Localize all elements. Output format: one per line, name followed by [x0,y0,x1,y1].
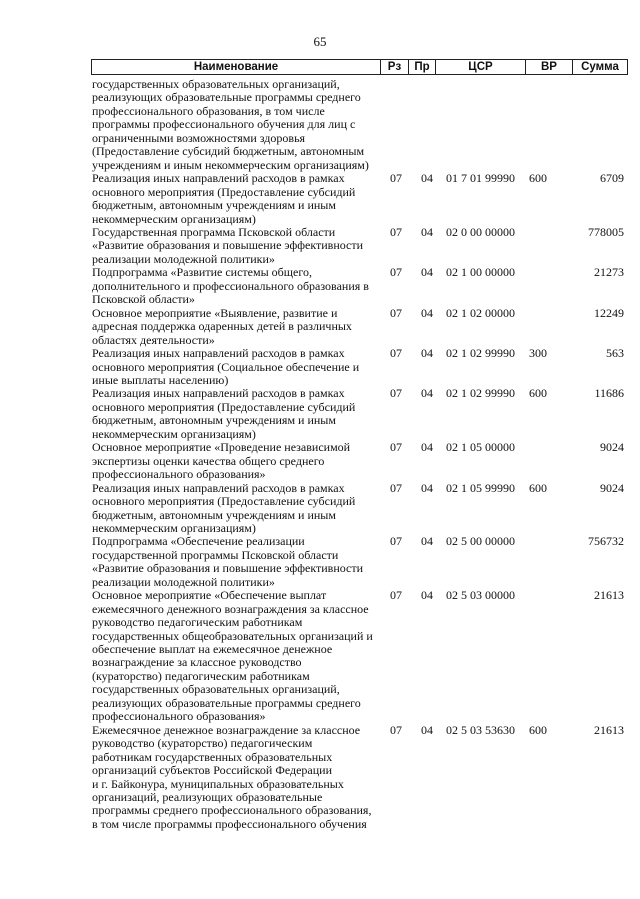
row-vr: 600 [529,480,547,495]
row-rz: 07 [390,722,402,737]
row-rz: 07 [390,171,402,186]
row-name: Основное мероприятие «Выявление, развитие и адресная поддержка одаренных детей в различных областях деятельности» [92,305,352,347]
table-row [92,172,628,226]
row-csr: 01 7 01 99990 [446,171,515,186]
row-sum: 778005 [588,224,624,239]
row-name: Реализация иных направлений расходов в рамках основного мероприятия (Предоставление субсидий бюджетным, автономным учреждениям и иным некоммерческим организациям) [92,386,356,441]
row-csr: 02 0 00 00000 [446,224,515,239]
table-row [92,724,628,832]
row-name: Ежемесячное денежное вознаграждение за классное руководство (кураторство) педагогическим работникам государственных образовательных организаций субъектов Российской Федерации и г. Байконура, муниципальных образовательных организаций, реализующих образовательные программы среднего профессионального образования, в том числе программы профессионального обучения [92,722,372,831]
table-row [92,307,628,347]
row-csr: 02 1 05 99990 [446,480,515,495]
row-name: Государственная программа Псковской области «Развитие образования и повышение эффективности реализации молодежной политики» [92,224,364,266]
row-name: Реализация иных направлений расходов в рамках основного мероприятия (Социальное обеспечение и иные выплаты населению) [92,346,360,387]
header-csr: ЦСР [436,60,526,74]
row-pr: 04 [421,305,433,320]
row-sum: 21273 [594,265,624,280]
row-sum: 21613 [594,722,624,737]
row-pr: 04 [421,265,433,280]
row-sum: 756732 [588,534,624,549]
row-vr: 600 [529,722,547,737]
table-body [92,78,628,831]
row-vr: 300 [529,346,547,361]
table-row [92,387,628,441]
row-csr: 02 5 03 00000 [446,588,515,603]
row-rz: 07 [390,480,402,495]
row-name: Основное мероприятие «Проведение независимой экспертизы оценки качества общего среднего профессионального образования» [92,440,351,482]
row-vr: 600 [529,171,547,186]
table-row [92,226,628,266]
header-vr: ВР [526,60,573,74]
row-rz: 07 [390,440,402,455]
header-sum: Сумма [581,61,619,73]
table-row [92,78,628,172]
header-rz: Рз [381,60,409,74]
row-sum: 11686 [594,386,624,401]
row-name: Основное мероприятие «Обеспечение выплат ежемесячного денежного вознаграждения за классное руководство педагогическим работникам государственных общеобразовательных организаций и обеспечение выплат на ежемесячное денежное вознаграждение за классное руководство (кураторство) педагогическим работникам государственных образовательных организаций, реализующих образовательные программы среднего профессионального образования» [92,588,373,724]
row-sum: 6709 [600,171,624,186]
row-name: Подпрограмма «Обеспечение реализации государственной программы Псковской области «Развитие образования и повышение эффективности реализации молодежной политики» [92,534,364,589]
row-pr: 04 [421,588,433,603]
row-pr: 04 [421,346,433,361]
row-pr: 04 [421,722,433,737]
row-pr: 04 [421,386,433,401]
row-rz: 07 [390,386,402,401]
table-row [92,535,628,589]
table-row [92,482,628,536]
row-csr: 02 1 05 00000 [446,440,515,455]
row-name: Реализация иных направлений расходов в рамках основного мероприятия (Предоставление субсидий бюджетным, автономным учреждениям и иным некоммерческим организациям) [92,480,356,535]
table-row [92,441,628,481]
row-pr: 04 [421,534,433,549]
row-sum: 9024 [600,480,624,495]
table-row [92,347,628,387]
row-rz: 07 [390,305,402,320]
header-name: Наименование [92,60,381,74]
row-csr: 02 5 00 00000 [446,534,515,549]
row-rz: 07 [390,224,402,239]
row-csr: 02 1 02 99990 [446,346,515,361]
row-name: Реализация иных направлений расходов в рамках основного мероприятия (Предоставление субсидий бюджетным, автономным учреждениям и иным некоммерческим организациям) [92,171,356,226]
row-csr: 02 1 00 00000 [446,265,515,280]
row-rz: 07 [390,588,402,603]
row-sum: 21613 [594,588,624,603]
row-name: Подпрограмма «Развитие системы общего, дополнительного и профессионального образования в Псковской области» [92,265,369,307]
header-pr: Пр [409,60,436,74]
row-rz: 07 [390,265,402,280]
page-number: 65 [313,34,327,49]
row-pr: 04 [421,480,433,495]
row-csr: 02 1 02 99990 [446,386,515,401]
row-pr: 04 [421,171,433,186]
row-sum: 9024 [600,440,624,455]
row-csr: 02 5 03 53630 [446,722,515,737]
row-sum: 12249 [594,305,624,320]
table-row [92,589,628,724]
table-header [91,59,628,75]
row-rz: 07 [390,534,402,549]
row-rz: 07 [390,346,402,361]
row-sum: 563 [606,346,624,361]
row-name: государственных образовательных организаций, реализующих образовательные программы среднего профессионального образования, в том числе программы профессионального обучения для лиц с ограниченными возможностями здоровья (Предоставление субсидий бюджетным, автономным учреждениям и иным некоммерческим организациям) [92,77,369,172]
row-csr: 02 1 02 00000 [446,305,515,320]
row-pr: 04 [421,224,433,239]
row-vr: 600 [529,386,547,401]
row-pr: 04 [421,440,433,455]
table-row [92,266,628,306]
